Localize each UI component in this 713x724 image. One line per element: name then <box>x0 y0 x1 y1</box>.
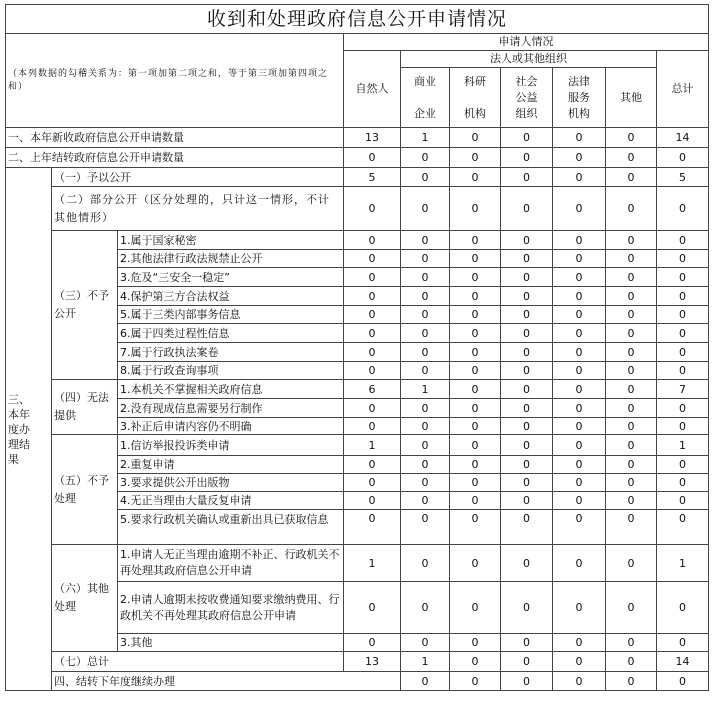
cell-value: 0 <box>401 418 450 435</box>
cell-value: 0 <box>501 343 553 362</box>
row-label: 5.属于三类内部事务信息 <box>118 306 344 324</box>
row-label: 1.属于国家秘密 <box>118 231 344 250</box>
cell-value: 0 <box>553 399 606 418</box>
cell-value: 0 <box>657 268 709 287</box>
cell-value: 0 <box>450 287 501 306</box>
cell-value: 0 <box>553 306 606 324</box>
cell-value: 0 <box>344 148 401 168</box>
cell-value: 0 <box>553 362 606 380</box>
header-total: 总计 <box>657 51 709 128</box>
cell-value: 0 <box>657 399 709 418</box>
cell-value: 0 <box>401 435 450 456</box>
cell-value: 0 <box>450 474 501 492</box>
cell-value: 0 <box>344 399 401 418</box>
cell-value: 0 <box>501 362 553 380</box>
cell-value: 0 <box>450 435 501 456</box>
cell-value: 0 <box>553 324 606 343</box>
row-label: 5.要求行政机关确认或重新出具已获取信息 <box>118 510 344 545</box>
cell-value: 0 <box>450 510 501 545</box>
header-note: （本列数据的勾稽关系为：第一项加第二项之和，等于第三项加第四项之和） <box>6 34 344 128</box>
cell-value: 0 <box>344 456 401 474</box>
cell-value: 0 <box>606 168 657 187</box>
row-label: （七）总计 <box>52 652 344 672</box>
cell-value: 0 <box>553 231 606 250</box>
cell-value: 0 <box>606 343 657 362</box>
cell-value: 0 <box>501 168 553 187</box>
row-label: 3.危及“三安全一稳定” <box>118 268 344 287</box>
cell-value: 0 <box>450 250 501 268</box>
cell-value: 0 <box>657 231 709 250</box>
cell-value: 0 <box>657 306 709 324</box>
cell-value: 0 <box>553 474 606 492</box>
row-label: 6.属于四类过程性信息 <box>118 324 344 343</box>
cell-value: 0 <box>501 187 553 231</box>
cell-value: 0 <box>606 148 657 168</box>
cell-value: 0 <box>450 231 501 250</box>
row-label: 2.申请人逾期未按收费通知要求缴纳费用、行政机关不再处理其政府信息公开申请 <box>118 582 344 634</box>
cell-value: 0 <box>450 399 501 418</box>
cell-value: 0 <box>553 672 606 691</box>
cell-value: 0 <box>553 168 606 187</box>
cell-value: 0 <box>553 545 606 582</box>
row-label: 1.信访举报投诉类申请 <box>118 435 344 456</box>
cell-value: 0 <box>344 474 401 492</box>
cell-value: 0 <box>606 510 657 545</box>
cell-value: 0 <box>450 324 501 343</box>
cell-value: 0 <box>606 545 657 582</box>
cell-value: 0 <box>450 418 501 435</box>
cell-value: 0 <box>344 418 401 435</box>
cell-value: 0 <box>657 148 709 168</box>
cell-value: 0 <box>657 343 709 362</box>
cell-value: 0 <box>401 362 450 380</box>
cell-value: 0 <box>606 380 657 399</box>
cell-value: 0 <box>657 672 709 691</box>
cell-value: 0 <box>401 343 450 362</box>
cell-value: 0 <box>606 492 657 510</box>
cell-value: 0 <box>606 287 657 306</box>
cell-value: 0 <box>501 250 553 268</box>
cell-value: 0 <box>344 306 401 324</box>
cell-value: 0 <box>657 287 709 306</box>
table-title: 收到和处理政府信息公开申请情况 <box>6 5 709 34</box>
cell-value: 0 <box>553 287 606 306</box>
cell-value: 6 <box>344 380 401 399</box>
cell-value: 0 <box>501 510 553 545</box>
cell-value: 0 <box>401 474 450 492</box>
cell-value: 0 <box>501 652 553 672</box>
cell-value: 5 <box>344 168 401 187</box>
cell-value: 0 <box>501 634 553 652</box>
header-other: 其他 <box>606 68 657 128</box>
cell-value: 0 <box>553 652 606 672</box>
cell-value: 0 <box>450 545 501 582</box>
table-row <box>6 545 709 582</box>
cell-value: 0 <box>344 324 401 343</box>
row-label: 1.申请人无正当理由逾期不补正、行政机关不再处理其政府信息公开申请 <box>118 545 344 582</box>
table-row <box>6 187 709 231</box>
cell-value: 13 <box>344 652 401 672</box>
row-label: 四、结转下年度继续办理 <box>52 672 401 691</box>
cell-value: 0 <box>657 510 709 545</box>
cell-value: 0 <box>657 418 709 435</box>
cell-value: 0 <box>344 582 401 634</box>
group-label-other: （六）其他处理 <box>52 545 118 652</box>
cell-value: 1 <box>401 128 450 148</box>
cell-value: 0 <box>606 456 657 474</box>
header-public-welfare: 社会 公益 组织 <box>501 68 553 128</box>
cell-value: 0 <box>657 582 709 634</box>
cell-value: 1 <box>401 652 450 672</box>
table-row <box>6 435 709 456</box>
cell-value: 0 <box>606 652 657 672</box>
cell-value: 0 <box>657 362 709 380</box>
row-label: 3.要求提供公开出版物 <box>118 474 344 492</box>
cell-value: 0 <box>450 456 501 474</box>
cell-value: 0 <box>606 672 657 691</box>
cell-value: 0 <box>606 474 657 492</box>
cell-value: 0 <box>501 492 553 510</box>
table-row <box>6 652 709 672</box>
cell-value: 0 <box>401 582 450 634</box>
table-row <box>6 231 709 250</box>
cell-value: 1 <box>344 435 401 456</box>
table-row <box>6 168 709 187</box>
cell-value: 0 <box>501 399 553 418</box>
cell-value: 0 <box>401 634 450 652</box>
cell-value: 0 <box>501 435 553 456</box>
cell-value: 0 <box>401 672 450 691</box>
cell-value: 0 <box>553 634 606 652</box>
header-natural-person: 自然人 <box>344 51 401 128</box>
cell-value: 0 <box>553 380 606 399</box>
cell-value: 0 <box>606 187 657 231</box>
row-label: 3.补正后申请内容仍不明确 <box>118 418 344 435</box>
group-label-not-process: （五）不予处理 <box>52 435 118 545</box>
table-row <box>6 380 709 399</box>
cell-value: 0 <box>344 510 401 545</box>
header-legal-org: 法人或其他组织 <box>401 51 657 68</box>
cell-value: 0 <box>450 672 501 691</box>
report-sheet <box>5 4 708 691</box>
cell-value: 1 <box>657 435 709 456</box>
cell-value: 0 <box>606 418 657 435</box>
cell-value: 0 <box>553 343 606 362</box>
cell-value: 0 <box>501 306 553 324</box>
cell-value: 0 <box>553 187 606 231</box>
cell-value: 0 <box>606 634 657 652</box>
cell-value: 7 <box>657 380 709 399</box>
cell-value: 0 <box>606 435 657 456</box>
cell-value: 0 <box>657 474 709 492</box>
cell-value: 0 <box>657 634 709 652</box>
cell-value: 0 <box>501 128 553 148</box>
cell-value: 0 <box>501 231 553 250</box>
cell-value: 0 <box>401 268 450 287</box>
group-label-not-disclose: （三）不予公开 <box>52 231 118 380</box>
cell-value: 0 <box>606 362 657 380</box>
cell-value: 0 <box>450 362 501 380</box>
cell-value: 0 <box>501 287 553 306</box>
cell-value: 0 <box>501 545 553 582</box>
row-label: 1.本机关不掌握相关政府信息 <box>118 380 344 399</box>
cell-value: 0 <box>344 268 401 287</box>
cell-value: 0 <box>501 582 553 634</box>
cell-value: 0 <box>606 250 657 268</box>
cell-value: 0 <box>450 128 501 148</box>
cell-value: 0 <box>553 456 606 474</box>
cell-value: 0 <box>450 168 501 187</box>
cell-value: 0 <box>344 492 401 510</box>
row-label: 一、本年新收政府信息公开申请数量 <box>6 128 344 148</box>
cell-value: 0 <box>553 582 606 634</box>
cell-value: 0 <box>344 634 401 652</box>
cell-value: 1 <box>657 545 709 582</box>
cell-value: 0 <box>657 456 709 474</box>
cell-value: 14 <box>657 128 709 148</box>
cell-value: 0 <box>344 362 401 380</box>
table-row <box>6 148 709 168</box>
cell-value: 0 <box>401 250 450 268</box>
cell-value: 0 <box>401 545 450 582</box>
cell-value: 0 <box>553 128 606 148</box>
cell-value: 14 <box>657 652 709 672</box>
cell-value: 0 <box>501 148 553 168</box>
table-row <box>6 672 709 691</box>
cell-value: 0 <box>450 306 501 324</box>
row-label: （一）予以公开 <box>52 168 344 187</box>
cell-value: 0 <box>401 399 450 418</box>
cell-value: 0 <box>606 582 657 634</box>
cell-value: 0 <box>401 324 450 343</box>
cell-value: 0 <box>450 492 501 510</box>
cell-value: 0 <box>553 510 606 545</box>
cell-value: 0 <box>401 148 450 168</box>
cell-value: 0 <box>450 582 501 634</box>
cell-value: 0 <box>657 250 709 268</box>
cell-value: 0 <box>553 250 606 268</box>
cell-value: 0 <box>553 435 606 456</box>
header-business: 商业 企业 <box>401 68 450 128</box>
cell-value: 0 <box>401 492 450 510</box>
cell-value: 0 <box>401 287 450 306</box>
cell-value: 0 <box>401 306 450 324</box>
disclosure-table <box>5 4 709 691</box>
cell-value: 0 <box>344 231 401 250</box>
cell-value: 0 <box>606 324 657 343</box>
cell-value: 0 <box>606 128 657 148</box>
cell-value: 0 <box>657 187 709 231</box>
row-label: 2.没有现成信息需要另行制作 <box>118 399 344 418</box>
row-label: 7.属于行政执法案卷 <box>118 343 344 362</box>
cell-value: 0 <box>401 231 450 250</box>
cell-value: 0 <box>450 268 501 287</box>
cell-value: 0 <box>553 268 606 287</box>
cell-value: 0 <box>606 268 657 287</box>
cell-value: 13 <box>344 128 401 148</box>
cell-value: 0 <box>606 231 657 250</box>
cell-value: 0 <box>450 652 501 672</box>
cell-value: 0 <box>553 418 606 435</box>
header-legal-service: 法律 服务 机构 <box>553 68 606 128</box>
cell-value: 1 <box>344 545 401 582</box>
cell-value: 0 <box>553 148 606 168</box>
header-applicant-situation: 申请人情况 <box>344 34 709 51</box>
cell-value: 0 <box>501 268 553 287</box>
cell-value: 0 <box>450 634 501 652</box>
cell-value: 0 <box>657 324 709 343</box>
cell-value: 5 <box>657 168 709 187</box>
cell-value: 0 <box>401 187 450 231</box>
row-label: 3.其他 <box>118 634 344 652</box>
cell-value: 0 <box>401 456 450 474</box>
cell-value: 0 <box>657 492 709 510</box>
cell-value: 0 <box>450 380 501 399</box>
cell-value: 0 <box>553 492 606 510</box>
row-label: 4.无正当理由大量反复申请 <box>118 492 344 510</box>
row-label: 2.重复申请 <box>118 456 344 474</box>
cell-value: 0 <box>501 418 553 435</box>
row-label: 二、上年结转政府信息公开申请数量 <box>6 148 344 168</box>
cell-value: 0 <box>344 250 401 268</box>
header-research: 科研 机构 <box>450 68 501 128</box>
cell-value: 0 <box>344 187 401 231</box>
cell-value: 0 <box>450 343 501 362</box>
row-label: 4.保护第三方合法权益 <box>118 287 344 306</box>
cell-value: 0 <box>501 380 553 399</box>
cell-value: 0 <box>401 168 450 187</box>
row-label: （二）部分公开（区分处理的，只计这一情形，不计其他情形） <box>52 187 344 231</box>
cell-value: 0 <box>344 343 401 362</box>
cell-value: 0 <box>606 399 657 418</box>
cell-value: 0 <box>401 510 450 545</box>
row-label: 2.其他法律行政法规禁止公开 <box>118 250 344 268</box>
cell-value: 0 <box>450 148 501 168</box>
cell-value: 0 <box>501 324 553 343</box>
cell-value: 0 <box>606 306 657 324</box>
cell-value: 0 <box>501 456 553 474</box>
cell-value: 0 <box>450 187 501 231</box>
cell-value: 1 <box>401 380 450 399</box>
group-label-unable: （四）无法提供 <box>52 380 118 435</box>
cell-value: 0 <box>501 672 553 691</box>
section3-label: 三、 本年 度办 理结 果 <box>6 168 52 691</box>
table-row <box>6 128 709 148</box>
row-label: 8.属于行政查询事项 <box>118 362 344 380</box>
cell-value: 0 <box>344 287 401 306</box>
cell-value: 0 <box>501 474 553 492</box>
